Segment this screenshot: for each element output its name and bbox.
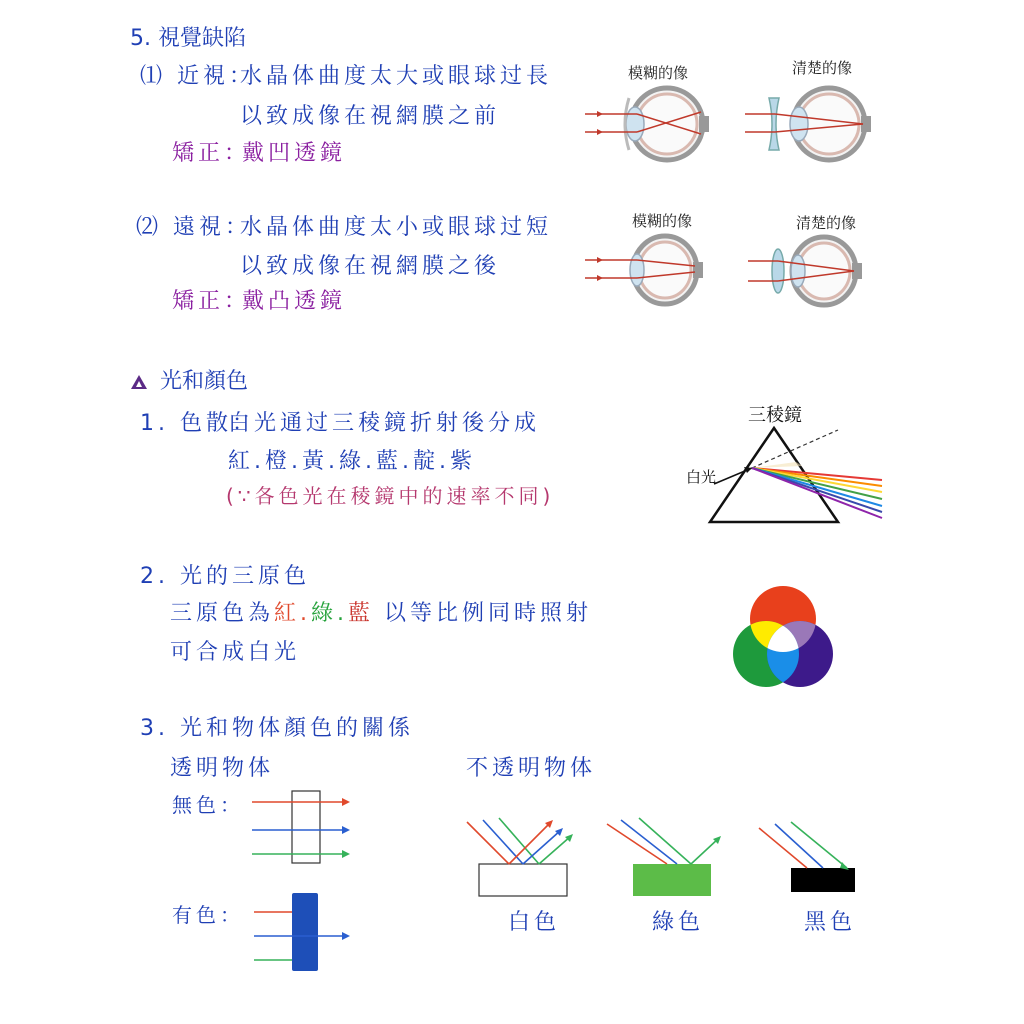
transparent-title: 透明物体 [170,756,275,781]
rgb-venn-diagram [730,582,836,696]
opaque-title: 不透明物体 [466,756,597,781]
myopia-clear-caption: 清楚的像 [792,59,853,77]
black-object-label: 黑色 [804,910,857,935]
primary-colors-desc-2: 可合成白光 [170,640,301,665]
hyperopia-correction: 戴凸透鏡 [242,289,347,314]
opaque-green-diagram [605,818,725,900]
myopia-blurry-eye-diagram [585,84,715,164]
prism-label: 三稜鏡 [748,405,802,426]
white-light-label: 白光 [686,468,717,486]
dispersion-desc-2: 紅.橙.黃.綠.藍.靛.紫 [228,449,476,474]
myopia-clear-eye-diagram [745,80,875,164]
white-object-label: 白色 [508,910,561,935]
myopia-correction: 戴凹透鏡 [242,141,347,166]
colorless-label: 無色： [172,793,244,817]
colored-label: 有色： [172,903,244,927]
primary-green-text: 綠. [311,601,349,626]
myopia-correction-label: 矯正： [172,141,251,166]
dispersion-label: 1. 色散： [140,411,258,436]
myopia-blurry-caption: 模糊的像 [628,64,689,82]
section-title-light-color: 光和顏色 [160,369,249,394]
myopia-label: ⑴ 近視： [140,64,255,89]
hyperopia-label: ⑵ 遠視： [136,215,251,240]
hyperopia-blurry-caption: 模糊的像 [632,212,693,230]
colored-transparent-diagram [250,890,360,974]
object-color-label: 3. 光和物体顏色的關係 [140,716,414,741]
hyperopia-clear-caption: 清楚的像 [796,214,857,232]
hyperopia-correction-label: 矯正： [172,289,251,314]
primary-desc-suffix: 以等比例同時照射 [384,601,593,626]
prism-dispersion-diagram [700,420,890,530]
triangle-bullet-icon [130,374,148,390]
hyperopia-clear-eye-diagram [748,234,868,308]
opaque-black-diagram [755,822,865,896]
hyperopia-blurry-eye-diagram [585,232,715,308]
green-object-label: 綠色 [652,910,705,935]
primary-colors-desc-1 [170,603,592,625]
primary-red-text: 紅. [274,601,312,626]
primary-colors-label: 2. 光的三原色 [140,564,310,589]
section-title-vision-defects: 5. 視覺缺陷 [130,26,246,51]
myopia-desc-2: 以致成像在視網膜之前 [240,104,501,129]
dispersion-desc-3: (∵各色光在稜鏡中的速率不同) [226,484,555,508]
myopia-desc-1: 水晶体曲度太大或眼球过長 [240,64,553,89]
primary-blue-text: 藍 [348,601,375,626]
primary-desc-prefix: 三原色為 [170,601,275,626]
dispersion-desc-1: 白光通过三稜鏡折射後分成 [228,411,541,436]
opaque-white-diagram [465,818,575,900]
colorless-transparent-diagram [250,788,360,868]
hyperopia-desc-1: 水晶体曲度太小或眼球过短 [240,215,553,240]
hyperopia-desc-2: 以致成像在視網膜之後 [240,254,501,279]
